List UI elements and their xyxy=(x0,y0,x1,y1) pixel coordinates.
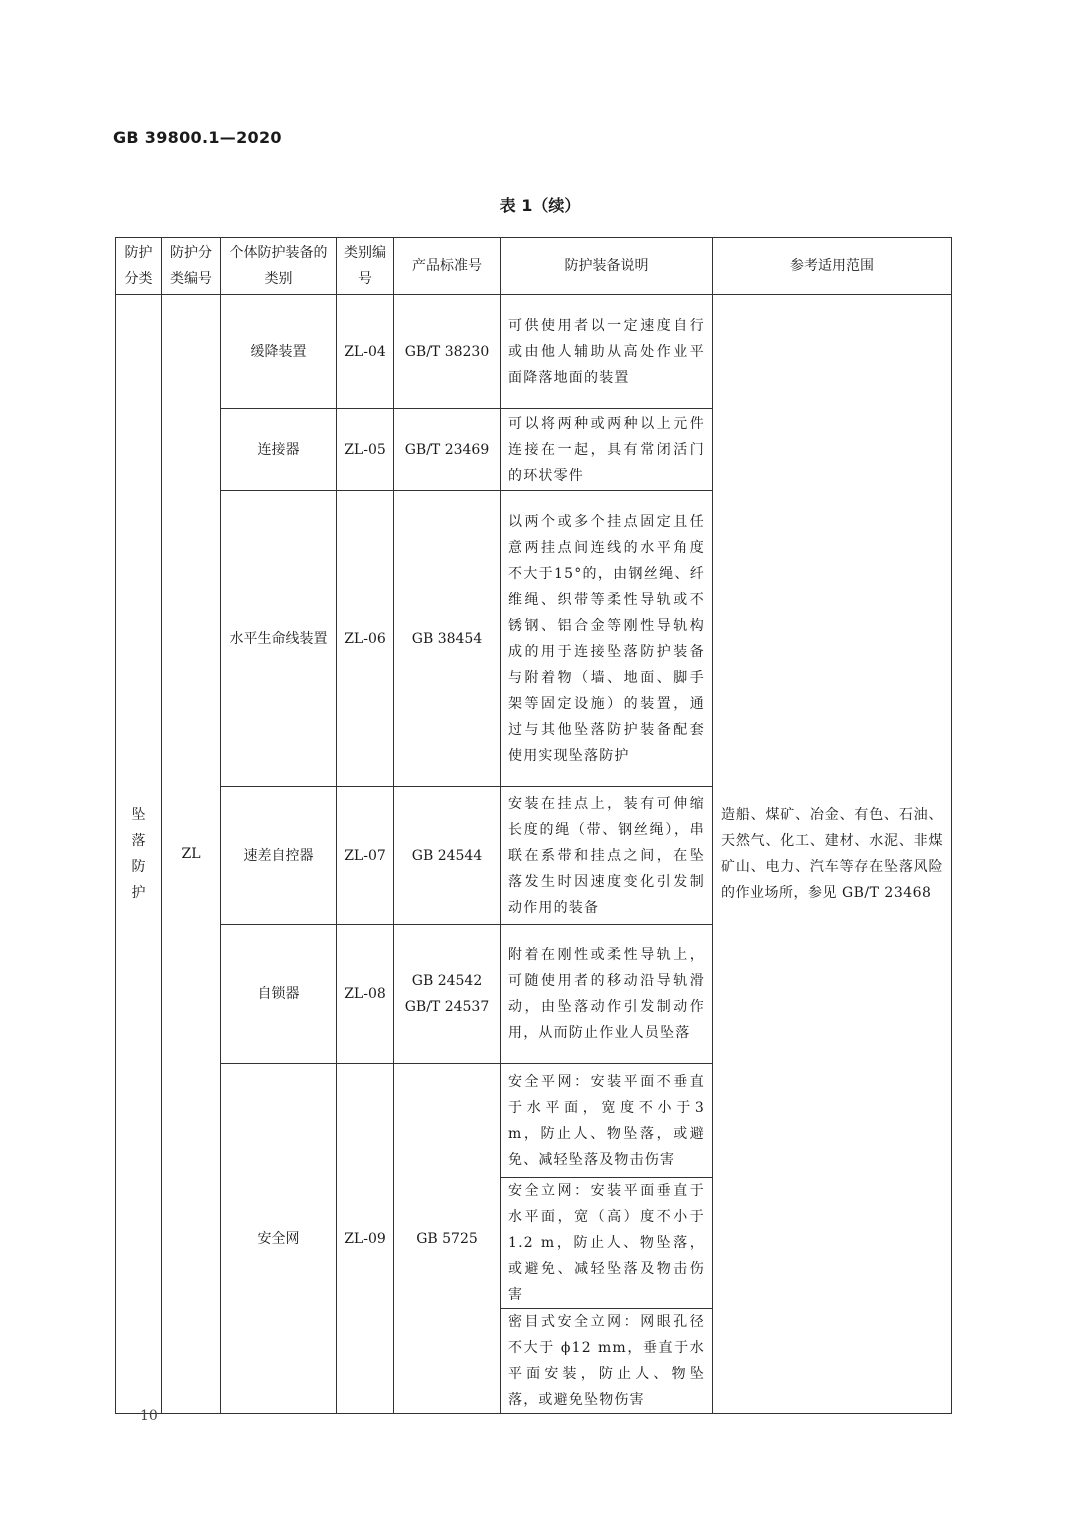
product-standard-line: GB 24542 xyxy=(411,973,483,989)
column-header: 防护分类 xyxy=(116,238,162,295)
equipment-description: 附着在刚性或柔性导轨上，可随使用者的移动沿导轨滑动，由坠落动作引发制动作用，从而防止作业人员坠落 xyxy=(501,925,713,1064)
product-standard: GB/T 23469 xyxy=(394,409,501,491)
equipment-name: 自锁器 xyxy=(221,925,337,1064)
column-header: 类别编号 xyxy=(337,238,394,295)
table-header-row xyxy=(116,238,952,295)
product-standard: GB 38454 xyxy=(394,491,501,787)
equipment-code: ZL-09 xyxy=(337,1064,394,1414)
equipment-description: 以两个或多个挂点固定且任意两挂点间连线的水平角度不大于15°的，由钢丝绳、纤维绳、织带等柔性导轨或不锈钢、铝合金等刚性导轨构成的用于连接坠落防护装备与附着物（墙、地面、脚手架等固定设施）的装置，通过与其他坠落防护装备配套使用实现坠落防护 xyxy=(501,491,713,787)
equipment-name: 速差自控器 xyxy=(221,787,337,925)
column-header: 防护分类编号 xyxy=(162,238,221,295)
equipment-description: 安全立网：安装平面垂直于水平面，宽（高）度不小于1.2 m，防止人、物坠落，或避免、减轻坠落及物击伤害 xyxy=(501,1178,713,1309)
equipment-code: ZL-05 xyxy=(337,409,394,491)
equipment-code: ZL-06 xyxy=(337,491,394,787)
equipment-description: 密目式安全立网：网眼孔径不大于 ϕ12 mm，垂直于水平面安装，防止人、物坠落，或避免坠物伤害 xyxy=(501,1309,713,1414)
equipment-description: 安装在挂点上，装有可伸缩长度的绳（带、钢丝绳），串联在系带和挂点之间，在坠落发生时因速度变化引发制动作用的装备 xyxy=(501,787,713,925)
equipment-code: ZL-07 xyxy=(337,787,394,925)
equipment-name: 安全网 xyxy=(221,1064,337,1414)
column-header: 防护装备说明 xyxy=(501,238,713,295)
table-title: 表 1（续） xyxy=(499,196,581,215)
application-scope: 造船、煤矿、冶金、有色、石油、天然气、化工、建材、水泥、非煤矿山、电力、汽车等存在坠落风险的作业场所，参见 GB/T 23468 xyxy=(713,295,952,1414)
protective-equipment-table xyxy=(115,237,952,1414)
column-header: 参考适用范围 xyxy=(713,238,952,295)
equipment-name: 连接器 xyxy=(221,409,337,491)
table-row xyxy=(116,295,952,409)
column-header: 个体防护装备的类别 xyxy=(221,238,337,295)
product-standard: GB/T 38230 xyxy=(394,295,501,409)
standard-code: GB 39800.1—2020 xyxy=(113,128,282,147)
equipment-name: 缓降装置 xyxy=(221,295,337,409)
page-number: 10 xyxy=(140,1408,158,1424)
equipment-code: ZL-08 xyxy=(337,925,394,1064)
category-code-cell: ZL xyxy=(162,295,221,1414)
equipment-description: 可供使用者以一定速度自行或由他人辅助从高处作业平面降落地面的装置 xyxy=(501,295,713,409)
equipment-description: 安全平网：安装平面不垂直于水平面，宽度不小于3 m，防止人、物坠落，或避免、减轻坠落及物击伤害 xyxy=(501,1064,713,1178)
product-standard xyxy=(394,925,501,1064)
column-header: 产品标准号 xyxy=(394,238,501,295)
equipment-name: 水平生命线装置 xyxy=(221,491,337,787)
equipment-code: ZL-04 xyxy=(337,295,394,409)
category-cell: 坠落防护 xyxy=(116,295,162,1414)
equipment-description: 可以将两种或两种以上元件连接在一起，具有常闭活门的环状零件 xyxy=(501,409,713,491)
product-standard: GB 24544 xyxy=(394,787,501,925)
product-standard-line: GB/T 24537 xyxy=(404,999,490,1015)
product-standard: GB 5725 xyxy=(394,1064,501,1414)
